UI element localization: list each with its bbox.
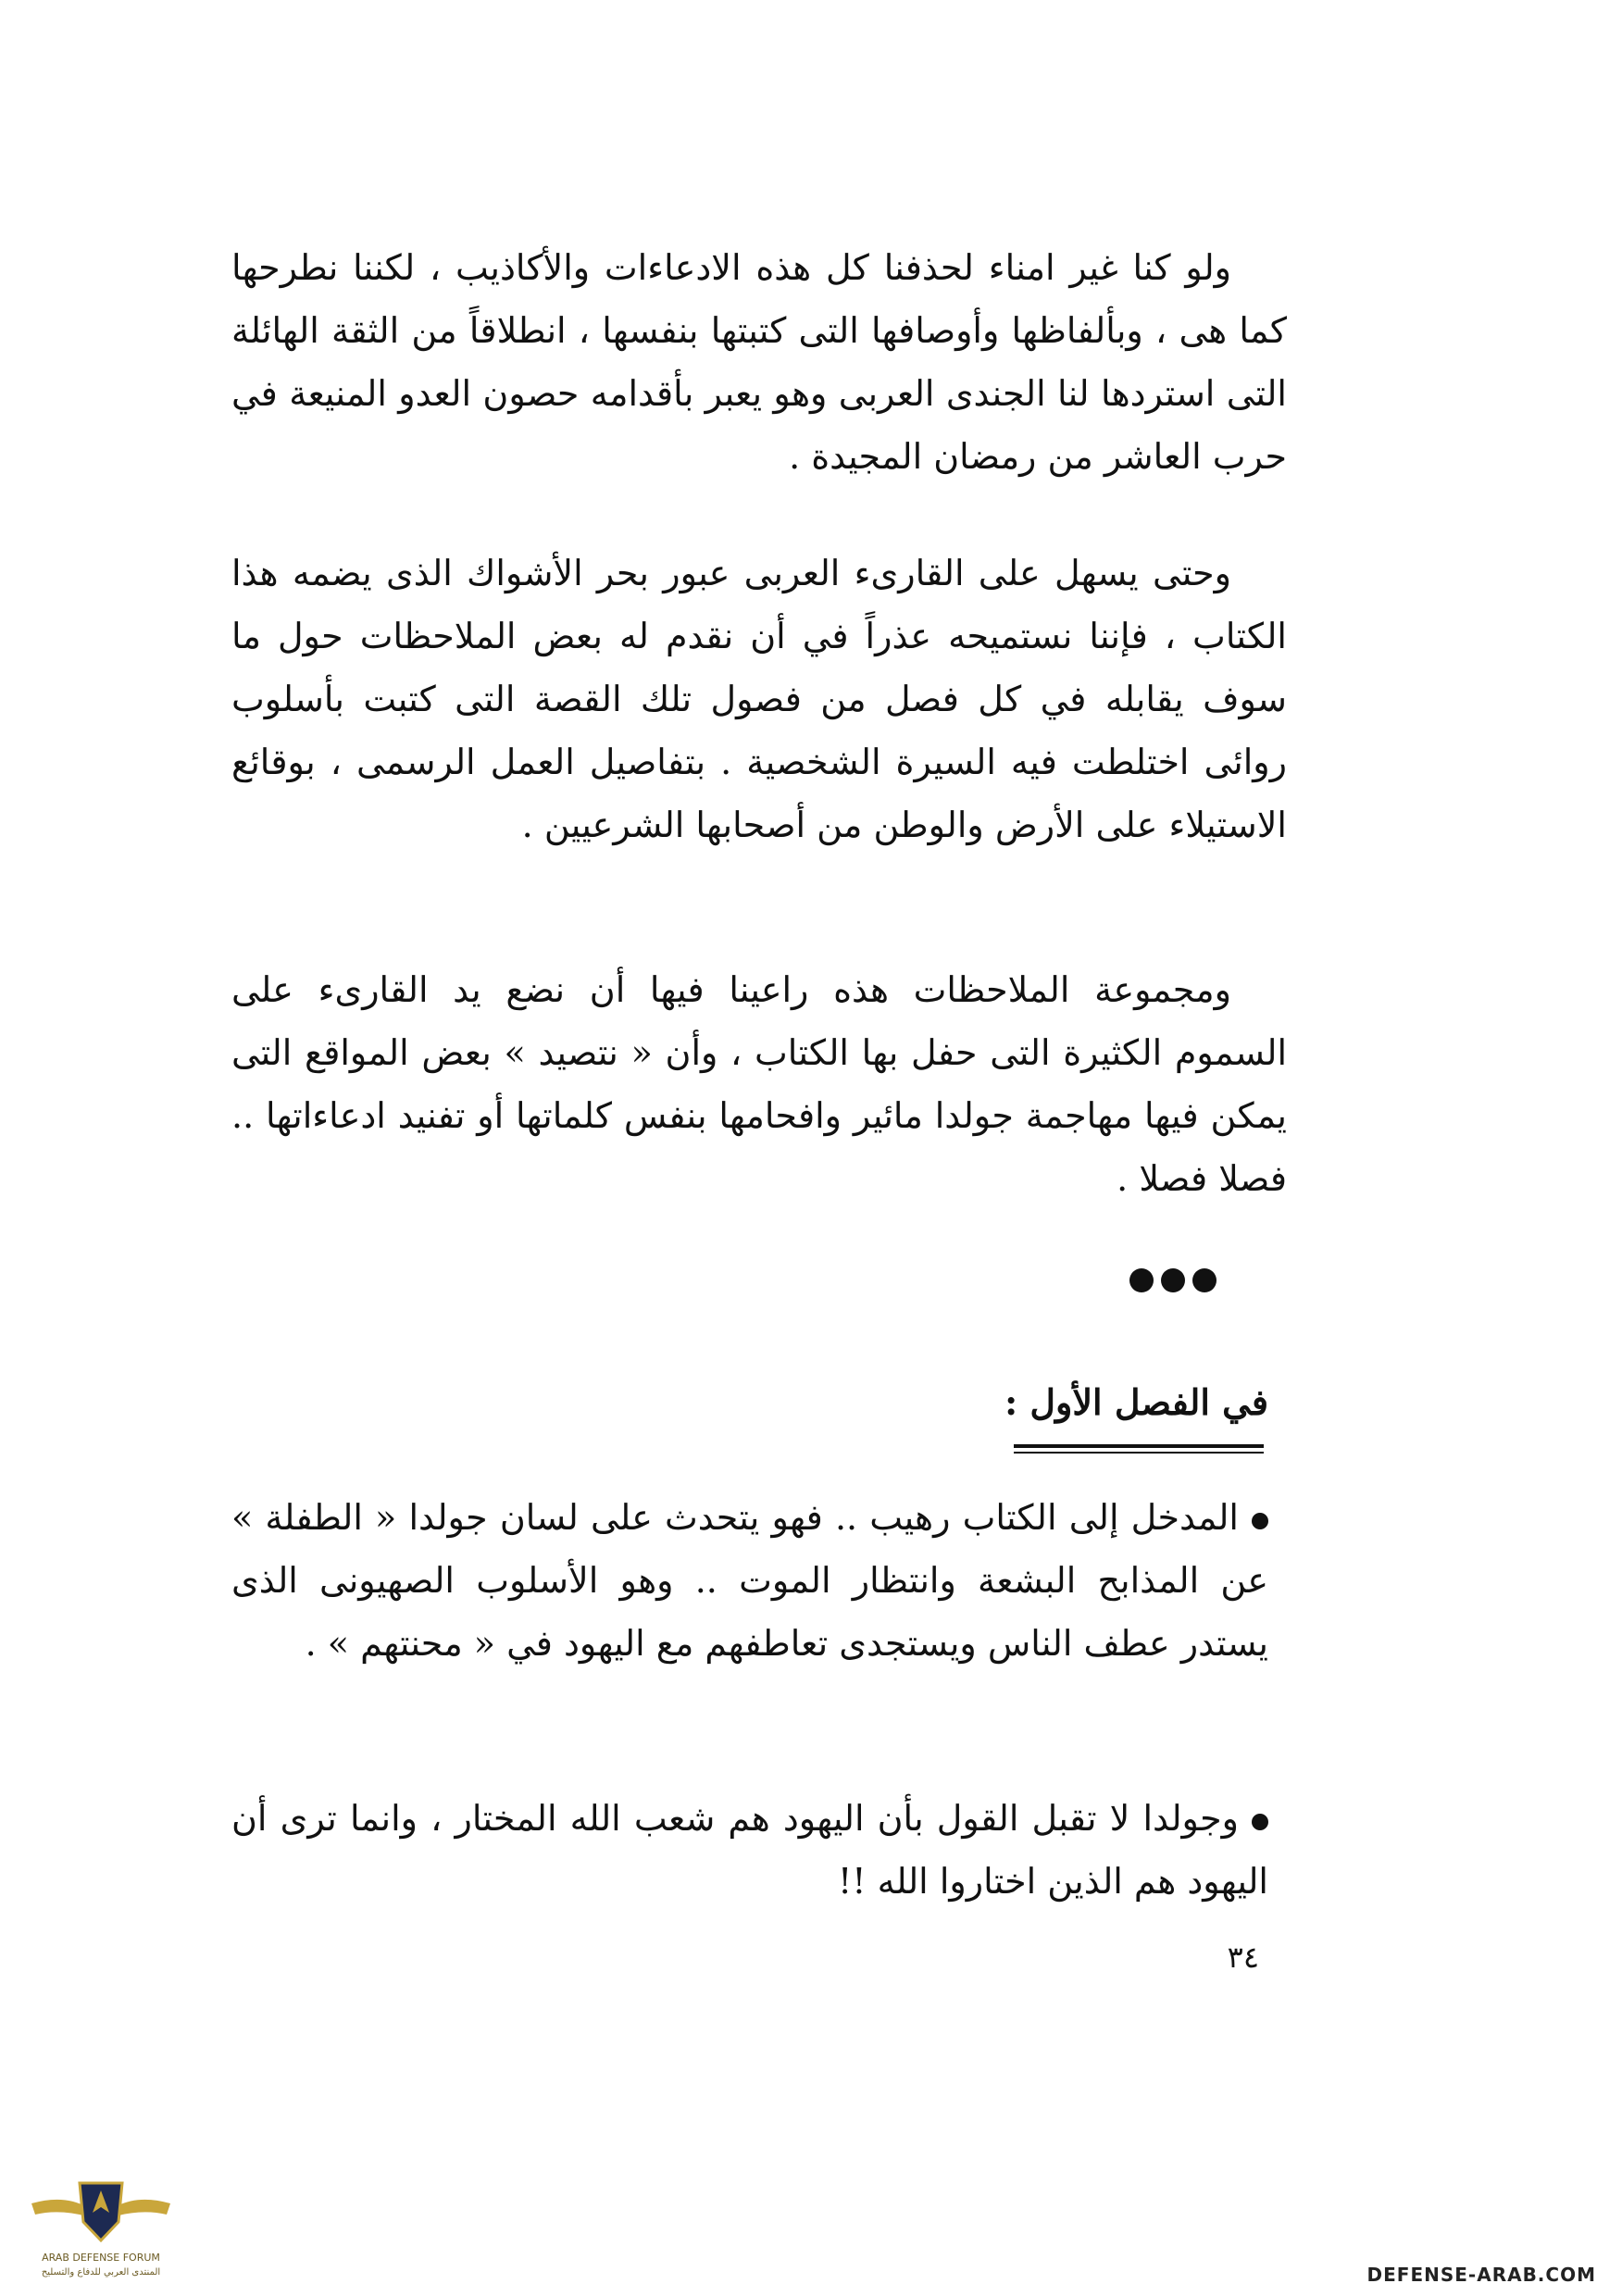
paragraph-2: وحتى يسهل على القارىء العربى عبور بحر الأشواك الذى يضمه هذا الكتاب ، فإننا نستميحه عذراً في أن نقدم له بعض الملاحظات حول ما سوف يقابله في كل فصل من فصول تلك القصة التى كتبت بأسلوب روائى اختلطت فيه السيرة الشخصية . بتفاصيل العمل الرسمى ، بوقائع الاستيلاء على الأرض والوطن من أصحابها الشرعيين . [231,553,1287,845]
heading-underline-thin [1014,1452,1264,1454]
bullet-icon [1252,1814,1268,1830]
heading-underline [1014,1444,1264,1448]
bullet-item-1 [231,1486,1268,1675]
divider-dot [1161,1268,1185,1292]
bullet-item-2 [231,1787,1268,1913]
divider-dot [1129,1268,1154,1292]
bullet-text: المدخل إلى الكتاب رهيب .. فهو يتحدث على لسان جولدا « الطفلة » عن المذابح البشعة وانتظار الموت .. وهو الأسلوب الصهيونى الذى يستدر عطف الناس ويستجدى تعاطفهم مع اليهود في « محنتهم » . [231,1497,1268,1664]
bullet-text: وجولدا لا تقبل القول بأن اليهود هم شعب الله المختار ، وانما ترى أن اليهود هم الذين اختاروا الله !! [231,1798,1268,1902]
page-number: ٣٤ [1227,1940,1259,1975]
logo-name-arabic: المنتدى العربي للدفاع والتسليح [41,2267,161,2277]
bullet-icon [1252,1513,1268,1529]
forum-logo [22,2176,180,2287]
logo-name: ARAB DEFENSE FORUM [42,2252,160,2264]
shield-wings-icon [22,2176,180,2254]
paragraph-1: ولو كنا غير امناء لحذفنا كل هذه الادعاءات والأكاذيب ، لكننا نطرحها كما هى ، وبألفاظها وأوصافها التى كتبتها بنفسها ، انطلاقاً من الثقة الهائلة التى استردها لنا الجندى العربى وهو يعبر بأقدامه حصون العدو المنيعة في حرب العاشر من رمضان المجيدة . [231,247,1287,477]
site-watermark: DEFENSE-ARAB.COM [1366,2264,1596,2286]
section-heading: في الفصل الأول : [1004,1381,1268,1423]
divider-dot [1192,1268,1216,1292]
paragraph-3: ومجموعة الملاحظات هذه راعينا فيها أن نضع يد القارىء على السموم الكثيرة التى حفل بها الكتاب ، وأن « نتصيد » بعض المواقع التى يمكن فيها مهاجمة جولدا مائير وافحامها بنفس كلماتها أو تفنيد ادعاءاتها .. فصلا فصلا . [231,969,1287,1199]
section-divider-dots [1129,1268,1241,1296]
